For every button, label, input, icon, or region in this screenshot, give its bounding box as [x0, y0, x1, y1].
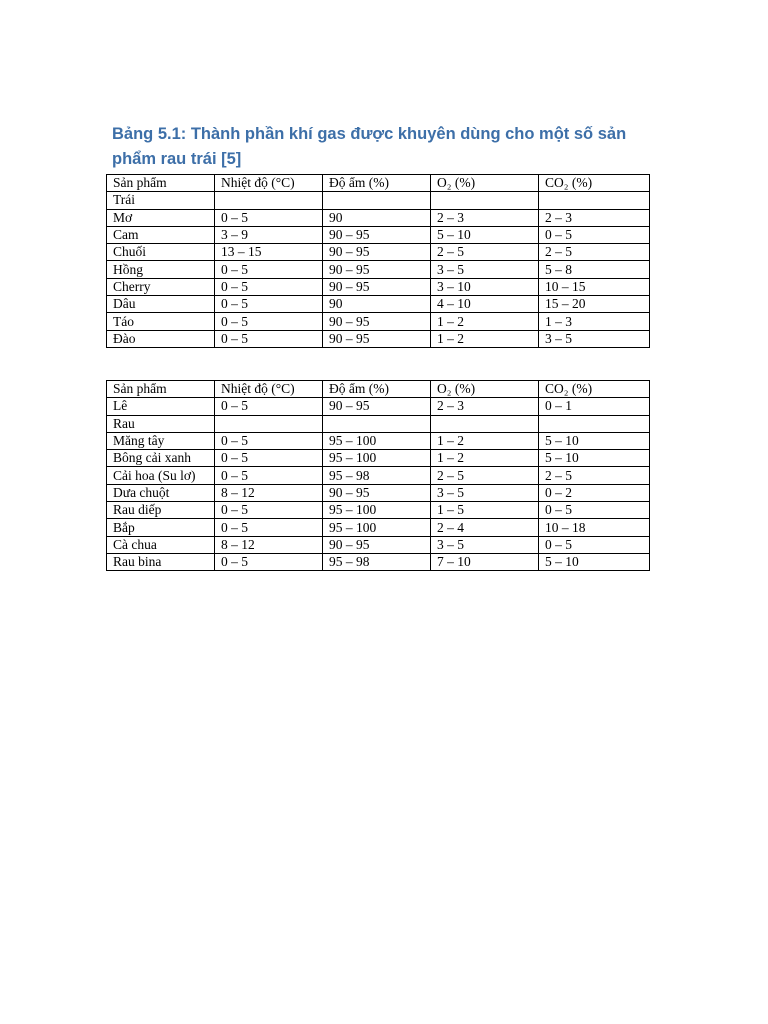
table-row [107, 398, 650, 415]
gas-composition-table-fruits [106, 174, 650, 348]
cell-o2: 3 – 5 [431, 536, 539, 553]
table-row [107, 296, 650, 313]
cell-o2: 2 – 4 [431, 519, 539, 536]
table-header-row [107, 381, 650, 398]
cell-co2 [539, 415, 650, 432]
table-row [107, 278, 650, 295]
cell-humidity: 95 – 100 [323, 502, 431, 519]
column-header-temperature: Nhiệt độ (°C) [215, 175, 323, 192]
cell-temperature: 0 – 5 [215, 296, 323, 313]
cell-o2: 7 – 10 [431, 553, 539, 570]
cell-humidity: 95 – 100 [323, 450, 431, 467]
cell-product: Cà chua [107, 536, 215, 553]
column-header-o2: O₂ (%) [431, 175, 539, 192]
cell-product: Đào [107, 330, 215, 347]
cell-o2: 1 – 2 [431, 330, 539, 347]
table-row [107, 415, 650, 432]
cell-temperature: 0 – 5 [215, 330, 323, 347]
cell-temperature: 0 – 5 [215, 467, 323, 484]
table-row [107, 226, 650, 243]
cell-o2: 1 – 2 [431, 313, 539, 330]
table-header-row [107, 175, 650, 192]
cell-o2 [431, 192, 539, 209]
cell-temperature [215, 192, 323, 209]
cell-product: Dưa chuột [107, 484, 215, 501]
cell-humidity: 90 – 95 [323, 261, 431, 278]
table-row [107, 467, 650, 484]
cell-product: Rau diếp [107, 502, 215, 519]
column-header-temperature: Nhiệt độ (°C) [215, 381, 323, 398]
table-caption: Bảng 5.1: Thành phần khí gas được khuyên dùng cho một số sản phẩm rau trái [5] [112, 125, 627, 168]
cell-o2: 1 – 5 [431, 502, 539, 519]
cell-temperature: 0 – 5 [215, 450, 323, 467]
cell-co2: 10 – 15 [539, 278, 650, 295]
cell-product: Rau bina [107, 553, 215, 570]
table-row [107, 209, 650, 226]
cell-temperature: 0 – 5 [215, 553, 323, 570]
cell-product: Hồng [107, 261, 215, 278]
column-header-product: Sản phẩm [107, 381, 215, 398]
cell-temperature: 0 – 5 [215, 261, 323, 278]
cell-humidity: 95 – 98 [323, 467, 431, 484]
cell-o2: 5 – 10 [431, 226, 539, 243]
cell-temperature: 0 – 5 [215, 502, 323, 519]
cell-temperature: 0 – 5 [215, 278, 323, 295]
cell-humidity: 90 – 95 [323, 278, 431, 295]
cell-co2: 1 – 3 [539, 313, 650, 330]
cell-product: Chuối [107, 244, 215, 261]
cell-co2: 3 – 5 [539, 330, 650, 347]
cell-product: Dâu [107, 296, 215, 313]
cell-o2: 2 – 5 [431, 467, 539, 484]
cell-humidity: 90 – 95 [323, 330, 431, 347]
cell-o2: 1 – 2 [431, 432, 539, 449]
cell-co2: 5 – 10 [539, 450, 650, 467]
column-header-product: Sản phẩm [107, 175, 215, 192]
table-row [107, 244, 650, 261]
column-header-humidity: Độ ẩm (%) [323, 175, 431, 192]
cell-co2: 0 – 2 [539, 484, 650, 501]
cell-co2: 10 – 18 [539, 519, 650, 536]
cell-o2: 3 – 5 [431, 261, 539, 278]
cell-temperature: 8 – 12 [215, 536, 323, 553]
cell-product: Trái [107, 192, 215, 209]
cell-humidity: 90 – 95 [323, 313, 431, 330]
cell-co2: 2 – 3 [539, 209, 650, 226]
table-row [107, 484, 650, 501]
cell-product: Bông cải xanh [107, 450, 215, 467]
cell-o2: 3 – 10 [431, 278, 539, 295]
cell-co2: 5 – 10 [539, 553, 650, 570]
table-row [107, 330, 650, 347]
cell-product: Cherry [107, 278, 215, 295]
column-header-humidity: Độ ẩm (%) [323, 381, 431, 398]
cell-humidity: 90 [323, 209, 431, 226]
cell-product: Lê [107, 398, 215, 415]
cell-o2: 3 – 5 [431, 484, 539, 501]
table-row [107, 432, 650, 449]
column-header-o2: O₂ (%) [431, 381, 539, 398]
cell-co2: 0 – 5 [539, 502, 650, 519]
cell-humidity: 90 – 95 [323, 226, 431, 243]
cell-co2: 0 – 1 [539, 398, 650, 415]
cell-temperature: 0 – 5 [215, 432, 323, 449]
cell-temperature: 0 – 5 [215, 209, 323, 226]
cell-product: Măng tây [107, 432, 215, 449]
cell-temperature: 0 – 5 [215, 398, 323, 415]
table-row [107, 192, 650, 209]
table-row [107, 261, 650, 278]
cell-product: Bắp [107, 519, 215, 536]
cell-o2: 4 – 10 [431, 296, 539, 313]
cell-o2 [431, 415, 539, 432]
cell-co2 [539, 192, 650, 209]
cell-o2: 2 – 5 [431, 244, 539, 261]
cell-temperature [215, 415, 323, 432]
table-row [107, 450, 650, 467]
table-row [107, 502, 650, 519]
cell-product: Táo [107, 313, 215, 330]
cell-humidity: 90 [323, 296, 431, 313]
cell-co2: 0 – 5 [539, 536, 650, 553]
cell-product: Rau [107, 415, 215, 432]
cell-product: Cải hoa (Su lơ) [107, 467, 215, 484]
cell-o2: 2 – 3 [431, 209, 539, 226]
table-row [107, 536, 650, 553]
table-row [107, 553, 650, 570]
cell-co2: 0 – 5 [539, 226, 650, 243]
cell-humidity: 90 – 95 [323, 536, 431, 553]
cell-humidity: 95 – 98 [323, 553, 431, 570]
cell-humidity: 95 – 100 [323, 432, 431, 449]
cell-co2: 15 – 20 [539, 296, 650, 313]
table-row [107, 519, 650, 536]
cell-temperature: 13 – 15 [215, 244, 323, 261]
cell-o2: 2 – 3 [431, 398, 539, 415]
cell-humidity: 95 – 100 [323, 519, 431, 536]
cell-temperature: 8 – 12 [215, 484, 323, 501]
cell-co2: 2 – 5 [539, 244, 650, 261]
cell-humidity: 90 – 95 [323, 484, 431, 501]
cell-temperature: 0 – 5 [215, 313, 323, 330]
cell-humidity: 90 – 95 [323, 398, 431, 415]
cell-product: Mơ [107, 209, 215, 226]
gas-composition-table-vegetables [106, 380, 650, 571]
cell-temperature: 0 – 5 [215, 519, 323, 536]
column-header-co2: CO₂ (%) [539, 381, 650, 398]
cell-humidity [323, 415, 431, 432]
cell-co2: 2 – 5 [539, 467, 650, 484]
cell-humidity: 90 – 95 [323, 244, 431, 261]
cell-humidity [323, 192, 431, 209]
cell-temperature: 3 – 9 [215, 226, 323, 243]
table-row [107, 313, 650, 330]
column-header-co2: CO₂ (%) [539, 175, 650, 192]
cell-o2: 1 – 2 [431, 450, 539, 467]
cell-product: Cam [107, 226, 215, 243]
cell-co2: 5 – 8 [539, 261, 650, 278]
cell-co2: 5 – 10 [539, 432, 650, 449]
